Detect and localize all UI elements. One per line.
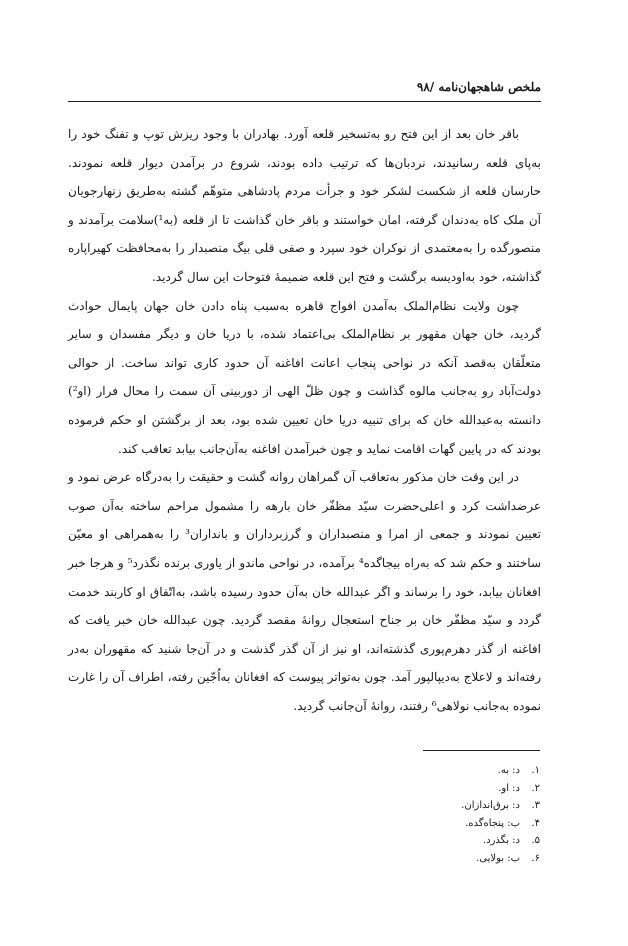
header-rule xyxy=(68,101,541,102)
footnote-item xyxy=(300,780,540,798)
footnote-text: د: به. xyxy=(497,765,520,776)
footnote-item xyxy=(300,832,540,850)
footnote-rule xyxy=(423,750,540,751)
main-text xyxy=(68,120,541,720)
footnote-text: د: او. xyxy=(498,782,520,794)
footnotes xyxy=(300,762,540,868)
footnote-number: ۶. xyxy=(531,852,540,864)
footnote-item xyxy=(300,815,540,833)
footnote-number: ۱. xyxy=(531,765,540,776)
footnote-item xyxy=(300,850,540,868)
footnote-item xyxy=(300,762,540,780)
footnote-number: ۲. xyxy=(531,782,540,794)
footnote-text: د: برق‌اندازان. xyxy=(461,800,520,812)
paragraph-1: باقر خان بعد از این فتح رو به‌تسخیر قلعه آورد. بهادران با وجود ریزش توپ و تفنگ خود را به‌پای قلعه رسانیدند، نردبان‌ها که ترتیب داده بودند، شروع در برآمدن دیوار قلعه نمودند. حارسان قلعه از شکست لشکر خود و جرأت مردم پادشاهی متوهّم گشته به‌طریق زنهارجویان آن ملک کاه به‌دندان گرفته، امان خواستند و باقر خان گذاشت تا از قلعه (به¹)سلامت برآمدند و منصورگده را به‌معتمدی از نوکران خود سپرد و صفی قلی بیگ منصبدار را به‌محافظت کهیراپاره گذاشته، خود به‌اودیسه برگشت و فتح این قلعه ضمیمهٔ فتوحات این سال گردید. xyxy=(68,127,541,284)
footnote-text: د: بگذرد. xyxy=(482,835,520,847)
footnote-number: ۵. xyxy=(531,835,540,847)
paragraph-2: چون ولایت نظام‌الملک به‌آمدن افواج قاهره به‌سبب پناه دادن خان جهان پایمال حوادث گردید، خان جهان مقهور بر نظام‌الملک بی‌اعتماد شده، با دریا خان و دیگر مفسدان و سایر متعلّقان به‌قصد آنکه در نواحی پنجاب اعانت افاغنه آن حدود کاری تواند ساخت. از حوالی دولت‌آباد رو به‌جانب مالوه گذاشت و چون ظلّ الهی از دوربینی آن سمت را محال فرار (او²) دانسته به‌عبدالله خان که برای تنبیه دریا خان تعیین شده بود، بعد از برگشتن او حکم فرموده بودند که در پایین گهات اقامت نماید و چون خبرآمدن افاغنه به‌آن‌جانب بیابد تعاقب کند. xyxy=(68,298,541,456)
running-header-title: ملخص شاهجهان‌نامه /۹۸ xyxy=(416,80,541,94)
paragraph-3: در این وقت خان مذکور به‌تعاقب آن گمراهان روانه گشت و حقیقت را به‌درگاه عرض نمود و عرضداشت کرد و اعلی‌حضرت سیّد مظفّر خان بارهه را مشمول مراحم ساخته به‌آن صوب تعیین نمودند و جمعی از امرا و منصبداران و گرزبرداران و بانداران³ را به‌همراهی او معیّن ساختند و حکم شد که به‌راه بیجاگده⁴ برآمده، در نواحی ماندو از یاوری برنده نگذرد⁵ و هرجا خبر افغانان بیابد، خود را برساند و اگر عبدالله خان به‌آن حدود رسیده باشد، به‌اتّفاق او کاربند خدمت گردد و سیّد مظفّر خان بر جناح استعجال روانهٔ مقصد گردید. چون عبدالله خان خبر یافت که افاغنه از گذر دهرم‌پوری گذشته‌اند، او نیز از آن گذر گذشت و در آن‌جا شنید که مقهوران به‌در رفته‌اند و لاعلاج به‌دیپالپور آمد. چون به‌تواتر پیوست که افغانان به‌اُجّین رفته، اطراف آن را غارت نموده به‌جانب نولاهی⁶ رفتند، روانهٔ آن‌جانب گردید. xyxy=(68,470,542,713)
footnote-item xyxy=(300,797,540,815)
footnote-number: ۴. xyxy=(531,817,540,829)
footnote-text: ب: بولایی. xyxy=(476,852,520,864)
running-header xyxy=(68,80,541,100)
footnote-text: ب: پنجاه‌گده. xyxy=(465,817,520,829)
footnote-number: ۳. xyxy=(531,800,540,812)
